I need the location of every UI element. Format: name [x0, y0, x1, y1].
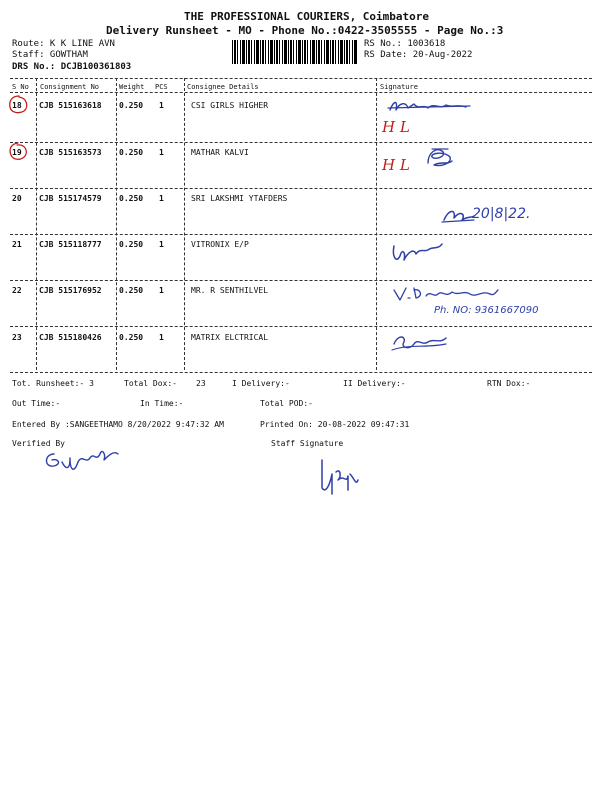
row-consignee: MATHAR KALVI — [191, 148, 249, 157]
column-divider — [184, 78, 185, 370]
total-dox-value: 23 — [196, 379, 206, 388]
row-sno: 18 — [12, 101, 22, 110]
in-time: In Time:- — [140, 399, 184, 408]
i-delivery: I Delivery:- — [232, 379, 290, 388]
row-weight: 0.250 — [119, 101, 144, 110]
row-rule — [10, 326, 592, 327]
handwritten-mark-row19: H L — [382, 156, 410, 174]
staff-signature — [316, 454, 362, 498]
col-header-signature: Signature — [380, 83, 418, 91]
row-rule — [10, 188, 592, 189]
column-divider — [376, 78, 377, 370]
row-sno: 22 — [12, 286, 22, 295]
row-pcs: 1 — [159, 286, 164, 295]
total-pod: Total POD:- — [260, 399, 313, 408]
row-consignee: CSI GIRLS HIGHER — [191, 101, 269, 110]
total-dox-label: Total Dox:- — [124, 379, 177, 388]
row-consignee: MR. R SENTHILVEL — [191, 286, 269, 295]
row-consignment: CJB 515176952 — [39, 286, 102, 295]
rs-date: RS Date: 20-Aug-2022 — [364, 50, 473, 60]
rtn-dox: RTN Dox:- — [487, 379, 531, 388]
row-consignee: MATRIX ELCTRICAL — [191, 333, 269, 342]
table-top-rule — [10, 78, 592, 79]
signature-row20 — [440, 204, 476, 228]
row-sno: 20 — [12, 194, 22, 203]
route-label: Route: K K LINE AVN — [12, 39, 115, 49]
row-consignment: CJB 515163573 — [39, 148, 102, 157]
red-circle-mark — [7, 94, 31, 116]
entered-by: Entered By :SANGEETHAMO 8/20/2022 9:47:32 AM — [12, 420, 224, 429]
drs-number: DRS No.: DCJB100361803 — [12, 62, 132, 72]
rs-number: RS No.: 1003618 — [364, 39, 446, 49]
row-consignment: CJB 515163618 — [39, 101, 102, 110]
row-consignment: CJB 515174579 — [39, 194, 102, 203]
row-weight: 0.250 — [119, 240, 144, 249]
handwritten-date-row20: 20|8|22. — [472, 206, 531, 222]
staff-signature-label: Staff Signature — [271, 439, 344, 448]
row-weight: 0.250 — [119, 148, 144, 157]
signature-row18 — [384, 96, 474, 118]
row-weight: 0.250 — [119, 286, 144, 295]
red-circle-mark — [7, 141, 31, 163]
verifier-signature — [40, 444, 126, 476]
col-header-weight: Weight — [119, 83, 145, 91]
col-header-consignee: Consignee Details — [187, 83, 259, 91]
ii-delivery: II Delivery:- — [343, 379, 406, 388]
row-weight: 0.250 — [119, 194, 144, 203]
row-sno: 19 — [12, 148, 22, 157]
signature-row19 — [422, 143, 456, 171]
tot-runsheet: Tot. Runsheet:- 3 — [12, 379, 94, 388]
header-rule — [10, 92, 592, 93]
handwritten-mark-row18: H L — [382, 118, 410, 136]
table-bottom-rule — [10, 372, 592, 373]
row-sno: 21 — [12, 240, 22, 249]
row-pcs: 1 — [159, 240, 164, 249]
row-rule — [10, 234, 592, 235]
row-pcs: 1 — [159, 148, 164, 157]
verified-by-label: Verified By — [12, 439, 65, 448]
row-consignment: CJB 515118777 — [39, 240, 102, 249]
barcode — [232, 40, 358, 64]
row-pcs: 1 — [159, 333, 164, 342]
column-divider — [36, 78, 37, 370]
row-pcs: 1 — [159, 194, 164, 203]
col-header-consignment: Consignment No — [40, 83, 100, 91]
staff-label: Staff: GOWTHAM — [12, 50, 88, 60]
row-weight: 0.250 — [119, 333, 144, 342]
runsheet-subtitle: Delivery Runsheet - MO - Phone No.:0422-3505555 - Page No.:3 — [106, 24, 504, 37]
row-pcs: 1 — [159, 101, 164, 110]
col-header-pcs: PCS — [155, 83, 168, 91]
row-consignee: SRI LAKSHMI YTAFDERS — [191, 194, 288, 203]
row-sno: 23 — [12, 333, 22, 342]
signature-row23 — [388, 330, 450, 356]
printed-on: Printed On: 20-08-2022 09:47:31 — [260, 420, 410, 429]
row-rule — [10, 280, 592, 281]
out-time: Out Time:- — [12, 399, 61, 408]
handwritten-phone-row22: Ph. NO: 9361667090 — [434, 305, 539, 316]
row-rule — [10, 142, 592, 143]
signature-row21 — [388, 238, 458, 268]
company-title: THE PROFESSIONAL COURIERS, Coimbatore — [184, 10, 430, 23]
column-divider — [116, 78, 117, 370]
row-consignment: CJB 515180426 — [39, 333, 102, 342]
col-header-sno: S No — [12, 83, 29, 91]
row-consignee: VITRONIX E/P — [191, 240, 249, 249]
